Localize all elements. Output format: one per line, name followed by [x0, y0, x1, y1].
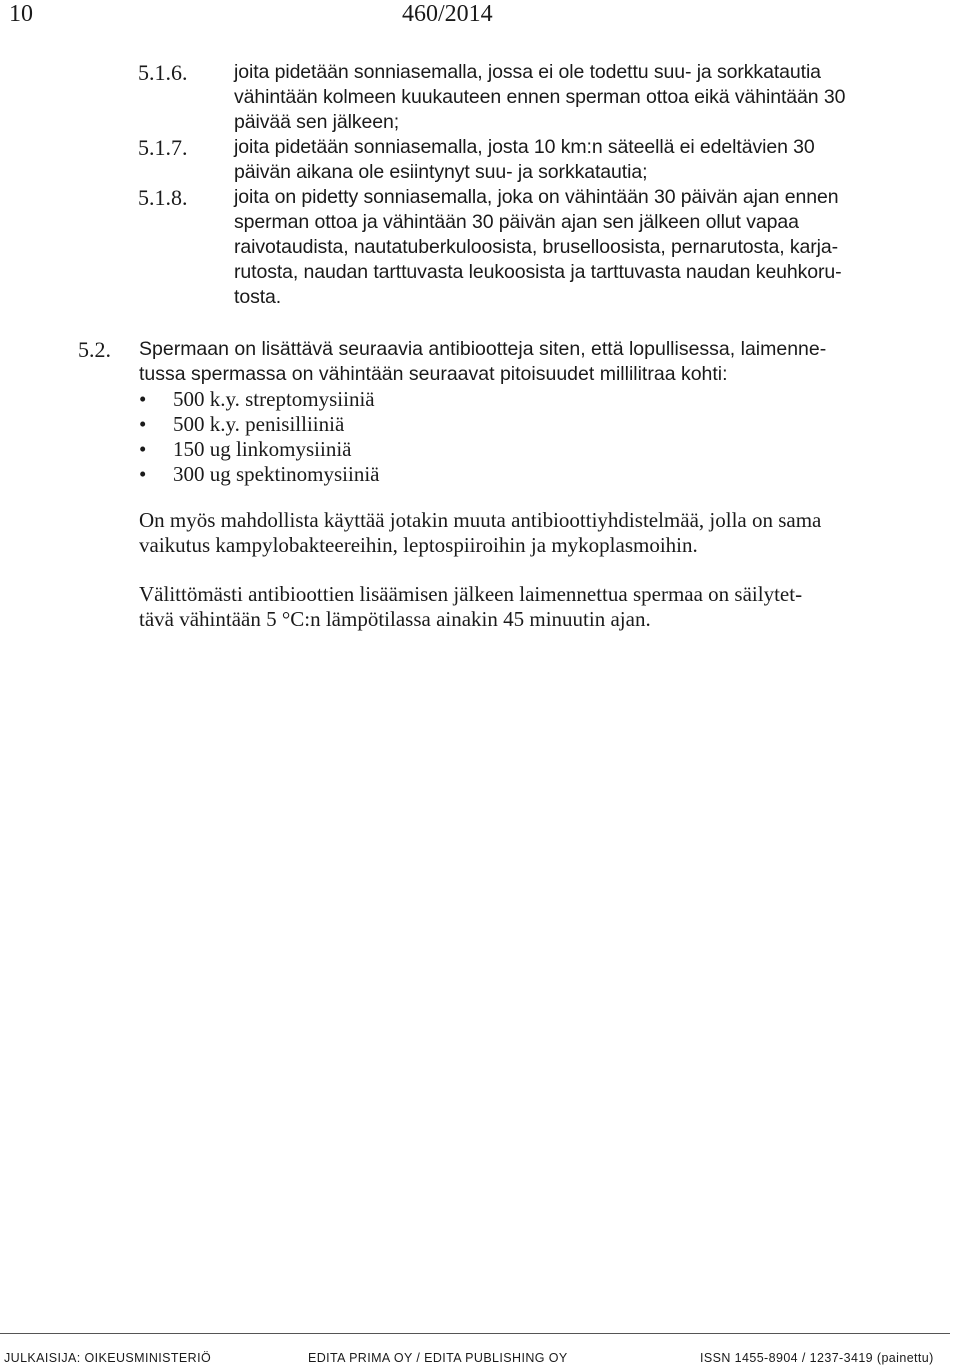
footer-publisher: JULKAISIJA: OIKEUSMINISTERIÖ [4, 1351, 212, 1365]
text-line: tosta. [234, 286, 282, 308]
bullet-text: 300 ug spektinomysiiniä [173, 462, 380, 486]
item-text [234, 60, 960, 135]
text-line: sperman ottoa ja vähintään 30 päivän ajan sen jälkeen ollut vapaa [234, 211, 799, 233]
paragraph [139, 508, 959, 558]
footer-divider [0, 1333, 950, 1334]
bullet-text: 150 ug linkomysiiniä [173, 437, 352, 461]
text-line: rutosta, naudan tarttuvasta leukoosista ja tarttuvasta naudan keuhkoru- [234, 261, 842, 283]
document-number: 460/2014 [402, 1, 493, 27]
text-line: joita pidetään sonniasemalla, josta 10 km:n säteellä ei edeltävien 30 [234, 136, 815, 158]
text-line: päivää sen jälkeen; [234, 111, 400, 133]
text-line: päivän aikana ole esiintynyt suu- ja sorkkatautia; [234, 161, 648, 183]
text-line: joita pidetään sonniasemalla, jossa ei ole todettu suu- ja sorkkatautia [234, 61, 821, 83]
text-line: vähintään kolmeen kuukauteen ennen sperman ottoa eikä vähintään 30 [234, 86, 846, 108]
bullet-icon: • [139, 412, 147, 436]
text-line: raivotaudista, nautatuberkuloosista, bruselloosista, pernarutosta, karja- [234, 236, 839, 258]
paragraph [139, 582, 959, 632]
footer-printer: EDITA PRIMA OY / EDITA PUBLISHING OY [308, 1351, 568, 1365]
section-number: 5.2. [78, 337, 111, 362]
page-number: 10 [9, 1, 33, 27]
item-number: 5.1.6. [138, 60, 188, 85]
bullet-icon: • [139, 387, 147, 411]
item-text [234, 135, 960, 185]
text-line: Spermaan on lisättävä seuraavia antibiootteja siten, että lopullisessa, laimenne- [139, 338, 827, 360]
bullet-icon: • [139, 462, 147, 486]
item-number: 5.1.7. [138, 135, 188, 160]
text-line: Välittömästi antibioottien lisäämisen jälkeen laimennettua spermaa on säilytet- [139, 582, 803, 606]
text-line: joita on pidetty sonniasemalla, joka on vähintään 30 päivän ajan ennen [234, 186, 839, 208]
text-line: vaikutus kampylobakteereihin, leptospiiroihin ja mykoplasmoihin. [139, 533, 698, 557]
text-line: tävä vähintään 5 °C:n lämpötilassa ainakin 45 minuutin ajan. [139, 607, 651, 631]
bullet-icon: • [139, 437, 147, 461]
item-text [234, 185, 960, 310]
bullet-text: 500 k.y. penisilliiniä [173, 412, 345, 436]
footer-issn: ISSN 1455-8904 / 1237-3419 (painettu) [700, 1351, 934, 1365]
section-text [139, 337, 959, 387]
text-line: tussa spermassa on vähintään seuraavat pitoisuudet millilitraa kohti: [139, 363, 728, 385]
bullet-text: 500 k.y. streptomysiiniä [173, 387, 375, 411]
text-line: On myös mahdollista käyttää jotakin muuta antibioottiyhdistelmää, jolla on sama [139, 508, 822, 532]
item-number: 5.1.8. [138, 185, 188, 210]
